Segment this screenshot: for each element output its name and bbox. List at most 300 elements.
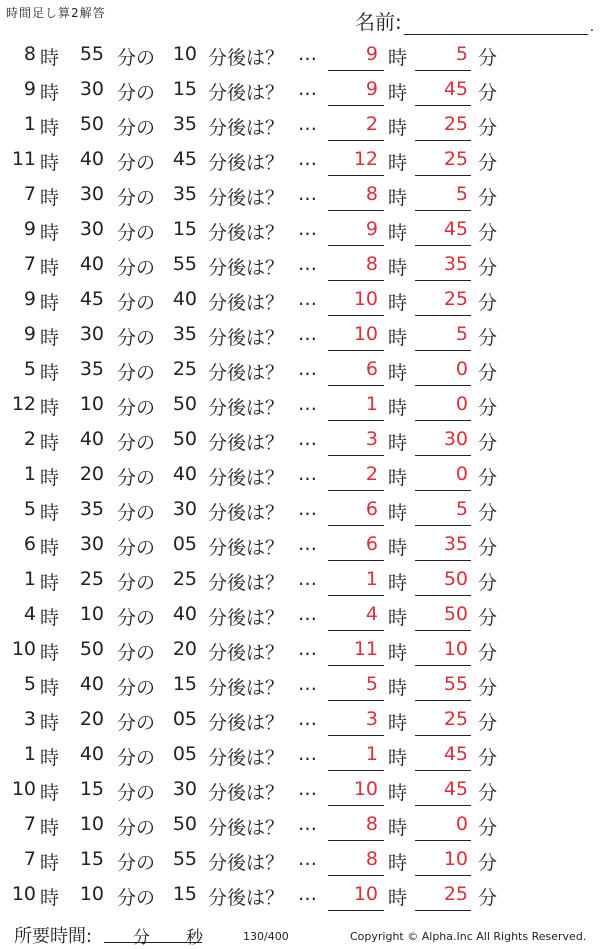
- after-question: 分後は？: [208, 887, 285, 909]
- answer-minute-underline: [415, 595, 471, 596]
- answer-minute-underline: [415, 105, 471, 106]
- after-question: 分後は？: [208, 257, 285, 279]
- answer-hour-underline: [328, 490, 384, 491]
- answer-minute-underline: [415, 735, 471, 736]
- copyright-text: Copyright © Alpha.Inc All Rights Reserved.: [350, 930, 587, 943]
- start-minute: 45: [79, 288, 104, 310]
- added-minutes: 35: [172, 323, 197, 345]
- name-blank-line[interactable]: [404, 14, 588, 35]
- answer-minute-label: 分: [478, 677, 498, 699]
- answer-minute: 25: [443, 113, 468, 135]
- after-question: 分後は？: [208, 152, 285, 174]
- problem-row: [0, 493, 600, 528]
- hour-label: 時: [40, 712, 60, 734]
- answer-hour-underline: [328, 700, 384, 701]
- after-question: 分後は？: [208, 362, 285, 384]
- added-minutes: 55: [172, 848, 197, 870]
- answer-minute: 30: [443, 428, 468, 450]
- start-minute: 30: [79, 218, 104, 240]
- answer-minute-label: 分: [478, 887, 498, 909]
- start-minute: 50: [79, 638, 104, 660]
- minute-of-label: 分の: [117, 852, 156, 874]
- ellipsis: …: [298, 883, 317, 905]
- ellipsis: …: [298, 218, 317, 240]
- minute-of-label: 分の: [117, 257, 156, 279]
- answer-minute: 45: [443, 743, 468, 765]
- answer-minute-label: 分: [478, 537, 498, 559]
- added-minutes: 15: [172, 673, 197, 695]
- answer-hour-label: 時: [388, 257, 408, 279]
- start-minute: 35: [79, 358, 104, 380]
- answer-hour-underline: [328, 770, 384, 771]
- answer-hour: 6: [365, 533, 378, 555]
- ellipsis: …: [298, 323, 317, 345]
- answer-hour-label: 時: [388, 852, 408, 874]
- problem-row: [0, 38, 600, 73]
- answer-minute: 45: [443, 218, 468, 240]
- name-end-dot: .: [589, 19, 595, 35]
- start-minute: 40: [79, 148, 104, 170]
- answer-minute-underline: [415, 665, 471, 666]
- after-question: 分後は？: [208, 782, 285, 804]
- minute-of-label: 分の: [117, 432, 156, 454]
- answer-hour-underline: [328, 595, 384, 596]
- answer-minute: 0: [455, 358, 468, 380]
- answer-minute-label: 分: [478, 747, 498, 769]
- answer-minute-label: 分: [478, 432, 498, 454]
- answer-minute: 5: [455, 43, 468, 65]
- after-question: 分後は？: [208, 607, 285, 629]
- problem-row: [0, 318, 600, 353]
- after-question: 分後は？: [208, 852, 285, 874]
- name-label: 名前:: [355, 10, 402, 34]
- answer-hour: 9: [365, 78, 378, 100]
- start-hour: 6: [23, 533, 36, 555]
- answer-hour: 10: [353, 288, 378, 310]
- answer-hour-underline: [328, 245, 384, 246]
- answer-hour-label: 時: [388, 607, 408, 629]
- answer-hour-underline: [328, 420, 384, 421]
- ellipsis: …: [298, 568, 317, 590]
- after-question: 分後は？: [208, 82, 285, 104]
- answer-minute-label: 分: [478, 292, 498, 314]
- minute-of-label: 分の: [117, 642, 156, 664]
- added-minutes: 05: [172, 743, 197, 765]
- hour-label: 時: [40, 572, 60, 594]
- start-hour: 7: [23, 253, 36, 275]
- problem-row: [0, 248, 600, 283]
- start-hour: 1: [23, 568, 36, 590]
- minute-of-label: 分の: [117, 677, 156, 699]
- answer-hour-underline: [328, 140, 384, 141]
- hour-label: 時: [40, 852, 60, 874]
- ellipsis: …: [298, 393, 317, 415]
- problem-row: [0, 143, 600, 178]
- minute-of-label: 分の: [117, 117, 156, 139]
- answer-minute-label: 分: [478, 257, 498, 279]
- ellipsis: …: [298, 708, 317, 730]
- hour-label: 時: [40, 747, 60, 769]
- answer-minute: 10: [443, 638, 468, 660]
- minute-of-label: 分の: [117, 327, 156, 349]
- start-minute: 25: [79, 568, 104, 590]
- minute-of-label: 分の: [117, 502, 156, 524]
- answer-hour-underline: [328, 525, 384, 526]
- minute-of-label: 分の: [117, 47, 156, 69]
- problem-row: [0, 633, 600, 668]
- after-question: 分後は？: [208, 327, 285, 349]
- problem-row: [0, 598, 600, 633]
- start-hour: 9: [23, 218, 36, 240]
- added-minutes: 10: [172, 43, 197, 65]
- answer-hour-underline: [328, 315, 384, 316]
- ellipsis: …: [298, 43, 317, 65]
- start-minute: 10: [79, 883, 104, 905]
- minute-of-label: 分の: [117, 747, 156, 769]
- ellipsis: …: [298, 428, 317, 450]
- start-minute: 30: [79, 78, 104, 100]
- answer-hour: 8: [365, 183, 378, 205]
- answer-hour: 2: [365, 113, 378, 135]
- answer-minute-label: 分: [478, 397, 498, 419]
- start-minute: 20: [79, 708, 104, 730]
- start-minute: 40: [79, 673, 104, 695]
- answer-minute-label: 分: [478, 47, 498, 69]
- problem-row: [0, 563, 600, 598]
- answer-minute-underline: [415, 560, 471, 561]
- added-minutes: 55: [172, 253, 197, 275]
- answer-minute-label: 分: [478, 712, 498, 734]
- start-minute: 10: [79, 813, 104, 835]
- hour-label: 時: [40, 82, 60, 104]
- answer-hour: 3: [365, 428, 378, 450]
- required-second-label: 秒: [186, 928, 203, 948]
- answer-hour-underline: [328, 630, 384, 631]
- start-hour: 3: [23, 708, 36, 730]
- hour-label: 時: [40, 642, 60, 664]
- added-minutes: 05: [172, 708, 197, 730]
- after-question: 分後は？: [208, 467, 285, 489]
- answer-hour: 8: [365, 848, 378, 870]
- problem-row: [0, 108, 600, 143]
- start-hour: 10: [11, 778, 36, 800]
- hour-label: 時: [40, 817, 60, 839]
- after-question: 分後は？: [208, 712, 285, 734]
- answer-minute: 35: [443, 533, 468, 555]
- answer-hour-label: 時: [388, 642, 408, 664]
- minute-of-label: 分の: [117, 222, 156, 244]
- minute-of-label: 分の: [117, 82, 156, 104]
- ellipsis: …: [298, 638, 317, 660]
- answer-minute-underline: [415, 770, 471, 771]
- after-question: 分後は？: [208, 537, 285, 559]
- minute-of-label: 分の: [117, 712, 156, 734]
- problem-row: [0, 423, 600, 458]
- minute-of-label: 分の: [117, 817, 156, 839]
- answer-minute-underline: [415, 140, 471, 141]
- score-label: 130/400: [243, 930, 289, 943]
- start-hour: 8: [23, 43, 36, 65]
- answer-hour: 1: [365, 393, 378, 415]
- start-minute: 10: [79, 603, 104, 625]
- problem-row: [0, 528, 600, 563]
- answer-hour-label: 時: [388, 82, 408, 104]
- answer-minute-label: 分: [478, 187, 498, 209]
- answer-hour-label: 時: [388, 572, 408, 594]
- start-minute: 30: [79, 183, 104, 205]
- required-minute-label: 分: [133, 928, 150, 948]
- answer-minute-underline: [415, 700, 471, 701]
- answer-hour-label: 時: [388, 292, 408, 314]
- start-hour: 1: [23, 463, 36, 485]
- start-minute: 10: [79, 393, 104, 415]
- after-question: 分後は？: [208, 432, 285, 454]
- start-hour: 1: [23, 113, 36, 135]
- answer-hour: 1: [365, 743, 378, 765]
- answer-minute: 5: [455, 323, 468, 345]
- answer-minute: 5: [455, 183, 468, 205]
- answer-minute: 45: [443, 78, 468, 100]
- answer-hour-label: 時: [388, 327, 408, 349]
- answer-hour-underline: [328, 805, 384, 806]
- added-minutes: 15: [172, 78, 197, 100]
- after-question: 分後は？: [208, 747, 285, 769]
- minute-of-label: 分の: [117, 887, 156, 909]
- answer-hour-label: 時: [388, 537, 408, 559]
- answer-minute-label: 分: [478, 607, 498, 629]
- answer-hour-label: 時: [388, 152, 408, 174]
- start-minute: 15: [79, 778, 104, 800]
- added-minutes: 45: [172, 148, 197, 170]
- required-time-label: 所要時間:: [14, 926, 93, 947]
- answer-hour-label: 時: [388, 187, 408, 209]
- start-hour: 9: [23, 288, 36, 310]
- answer-minute-underline: [415, 455, 471, 456]
- answer-hour-underline: [328, 70, 384, 71]
- hour-label: 時: [40, 117, 60, 139]
- name-field: [355, 6, 594, 35]
- start-minute: 40: [79, 743, 104, 765]
- minute-of-label: 分の: [117, 607, 156, 629]
- after-question: 分後は？: [208, 572, 285, 594]
- hour-label: 時: [40, 327, 60, 349]
- minute-of-label: 分の: [117, 782, 156, 804]
- added-minutes: 40: [172, 603, 197, 625]
- after-question: 分後は？: [208, 817, 285, 839]
- answer-minute: 50: [443, 568, 468, 590]
- problem-row: [0, 178, 600, 213]
- answer-hour-label: 時: [388, 747, 408, 769]
- answer-minute-underline: [415, 910, 471, 911]
- footer: [0, 918, 600, 949]
- answer-minute: 35: [443, 253, 468, 275]
- answer-minute-underline: [415, 420, 471, 421]
- answer-hour: 5: [365, 673, 378, 695]
- answer-minute-label: 分: [478, 642, 498, 664]
- added-minutes: 15: [172, 883, 197, 905]
- ellipsis: …: [298, 498, 317, 520]
- added-minutes: 05: [172, 533, 197, 555]
- answer-hour-underline: [328, 560, 384, 561]
- added-minutes: 50: [172, 813, 197, 835]
- hour-label: 時: [40, 362, 60, 384]
- answer-minute: 0: [455, 393, 468, 415]
- problem-row: [0, 353, 600, 388]
- answer-minute: 25: [443, 148, 468, 170]
- answer-minute-label: 分: [478, 782, 498, 804]
- start-minute: 30: [79, 323, 104, 345]
- answer-minute: 25: [443, 288, 468, 310]
- start-minute: 20: [79, 463, 104, 485]
- answer-hour-label: 時: [388, 397, 408, 419]
- start-hour: 11: [11, 148, 36, 170]
- hour-label: 時: [40, 502, 60, 524]
- answer-hour-underline: [328, 350, 384, 351]
- start-hour: 10: [11, 883, 36, 905]
- after-question: 分後は？: [208, 117, 285, 139]
- answer-hour-underline: [328, 875, 384, 876]
- start-hour: 5: [23, 673, 36, 695]
- after-question: 分後は？: [208, 222, 285, 244]
- ellipsis: …: [298, 673, 317, 695]
- answer-minute-underline: [415, 70, 471, 71]
- problem-row: [0, 458, 600, 493]
- ellipsis: …: [298, 148, 317, 170]
- answer-minute-underline: [415, 875, 471, 876]
- answer-minute-underline: [415, 385, 471, 386]
- answer-hour: 6: [365, 358, 378, 380]
- problem-row: [0, 73, 600, 108]
- ellipsis: …: [298, 743, 317, 765]
- start-hour: 9: [23, 323, 36, 345]
- hour-label: 時: [40, 47, 60, 69]
- problem-row: [0, 843, 600, 878]
- start-hour: 5: [23, 498, 36, 520]
- answer-minute-underline: [415, 840, 471, 841]
- answer-hour: 10: [353, 323, 378, 345]
- answer-hour: 8: [365, 253, 378, 275]
- added-minutes: 25: [172, 568, 197, 590]
- start-minute: 50: [79, 113, 104, 135]
- hour-label: 時: [40, 782, 60, 804]
- answer-hour: 8: [365, 813, 378, 835]
- added-minutes: 30: [172, 778, 197, 800]
- ellipsis: …: [298, 288, 317, 310]
- minute-of-label: 分の: [117, 397, 156, 419]
- hour-label: 時: [40, 607, 60, 629]
- answer-minute: 25: [443, 883, 468, 905]
- answer-hour: 2: [365, 463, 378, 485]
- answer-hour-label: 時: [388, 222, 408, 244]
- answer-hour-label: 時: [388, 47, 408, 69]
- answer-minute-underline: [415, 315, 471, 316]
- hour-label: 時: [40, 292, 60, 314]
- answer-hour: 10: [353, 778, 378, 800]
- ellipsis: …: [298, 113, 317, 135]
- start-hour: 7: [23, 813, 36, 835]
- answer-hour-label: 時: [388, 432, 408, 454]
- answer-minute-label: 分: [478, 327, 498, 349]
- added-minutes: 40: [172, 463, 197, 485]
- answer-hour-underline: [328, 735, 384, 736]
- answer-hour-label: 時: [388, 467, 408, 489]
- answer-hour-underline: [328, 210, 384, 211]
- start-hour: 10: [11, 638, 36, 660]
- answer-hour-underline: [328, 385, 384, 386]
- answer-minute-label: 分: [478, 222, 498, 244]
- start-hour: 1: [23, 743, 36, 765]
- added-minutes: 50: [172, 393, 197, 415]
- ellipsis: …: [298, 813, 317, 835]
- answer-minute: 0: [455, 813, 468, 835]
- added-minutes: 15: [172, 218, 197, 240]
- answer-minute: 50: [443, 603, 468, 625]
- answer-hour: 10: [353, 883, 378, 905]
- answer-minute: 0: [455, 463, 468, 485]
- minute-of-label: 分の: [117, 187, 156, 209]
- start-minute: 15: [79, 848, 104, 870]
- ellipsis: …: [298, 183, 317, 205]
- added-minutes: 40: [172, 288, 197, 310]
- ellipsis: …: [298, 533, 317, 555]
- after-question: 分後は？: [208, 397, 285, 419]
- answer-hour: 3: [365, 708, 378, 730]
- start-hour: 4: [23, 603, 36, 625]
- answer-hour: 1: [365, 568, 378, 590]
- answer-minute-label: 分: [478, 117, 498, 139]
- hour-label: 時: [40, 677, 60, 699]
- answer-minute: 25: [443, 708, 468, 730]
- minute-of-label: 分の: [117, 572, 156, 594]
- ellipsis: …: [298, 848, 317, 870]
- answer-minute-label: 分: [478, 817, 498, 839]
- answer-hour-underline: [328, 840, 384, 841]
- answer-minute-label: 分: [478, 467, 498, 489]
- problem-row: [0, 668, 600, 703]
- after-question: 分後は？: [208, 292, 285, 314]
- hour-label: 時: [40, 222, 60, 244]
- answer-hour: 6: [365, 498, 378, 520]
- ellipsis: …: [298, 603, 317, 625]
- problem-row: [0, 878, 600, 913]
- problem-row: [0, 808, 600, 843]
- answer-hour-underline: [328, 280, 384, 281]
- answer-hour: 11: [353, 638, 378, 660]
- minute-of-label: 分の: [117, 152, 156, 174]
- answer-minute-underline: [415, 245, 471, 246]
- start-hour: 12: [11, 393, 36, 415]
- added-minutes: 35: [172, 113, 197, 135]
- ellipsis: …: [298, 358, 317, 380]
- start-hour: 9: [23, 78, 36, 100]
- answer-hour: 9: [365, 218, 378, 240]
- hour-label: 時: [40, 152, 60, 174]
- answer-minute-underline: [415, 175, 471, 176]
- hour-label: 時: [40, 887, 60, 909]
- added-minutes: 35: [172, 183, 197, 205]
- worksheet-title: 時間足し算2解答: [6, 6, 106, 20]
- answer-hour-underline: [328, 455, 384, 456]
- answer-minute-label: 分: [478, 152, 498, 174]
- hour-label: 時: [40, 257, 60, 279]
- problem-row: [0, 703, 600, 738]
- start-minute: 40: [79, 428, 104, 450]
- answer-hour-label: 時: [388, 677, 408, 699]
- answer-minute-label: 分: [478, 82, 498, 104]
- answer-hour-underline: [328, 910, 384, 911]
- ellipsis: …: [298, 78, 317, 100]
- answer-minute: 5: [455, 498, 468, 520]
